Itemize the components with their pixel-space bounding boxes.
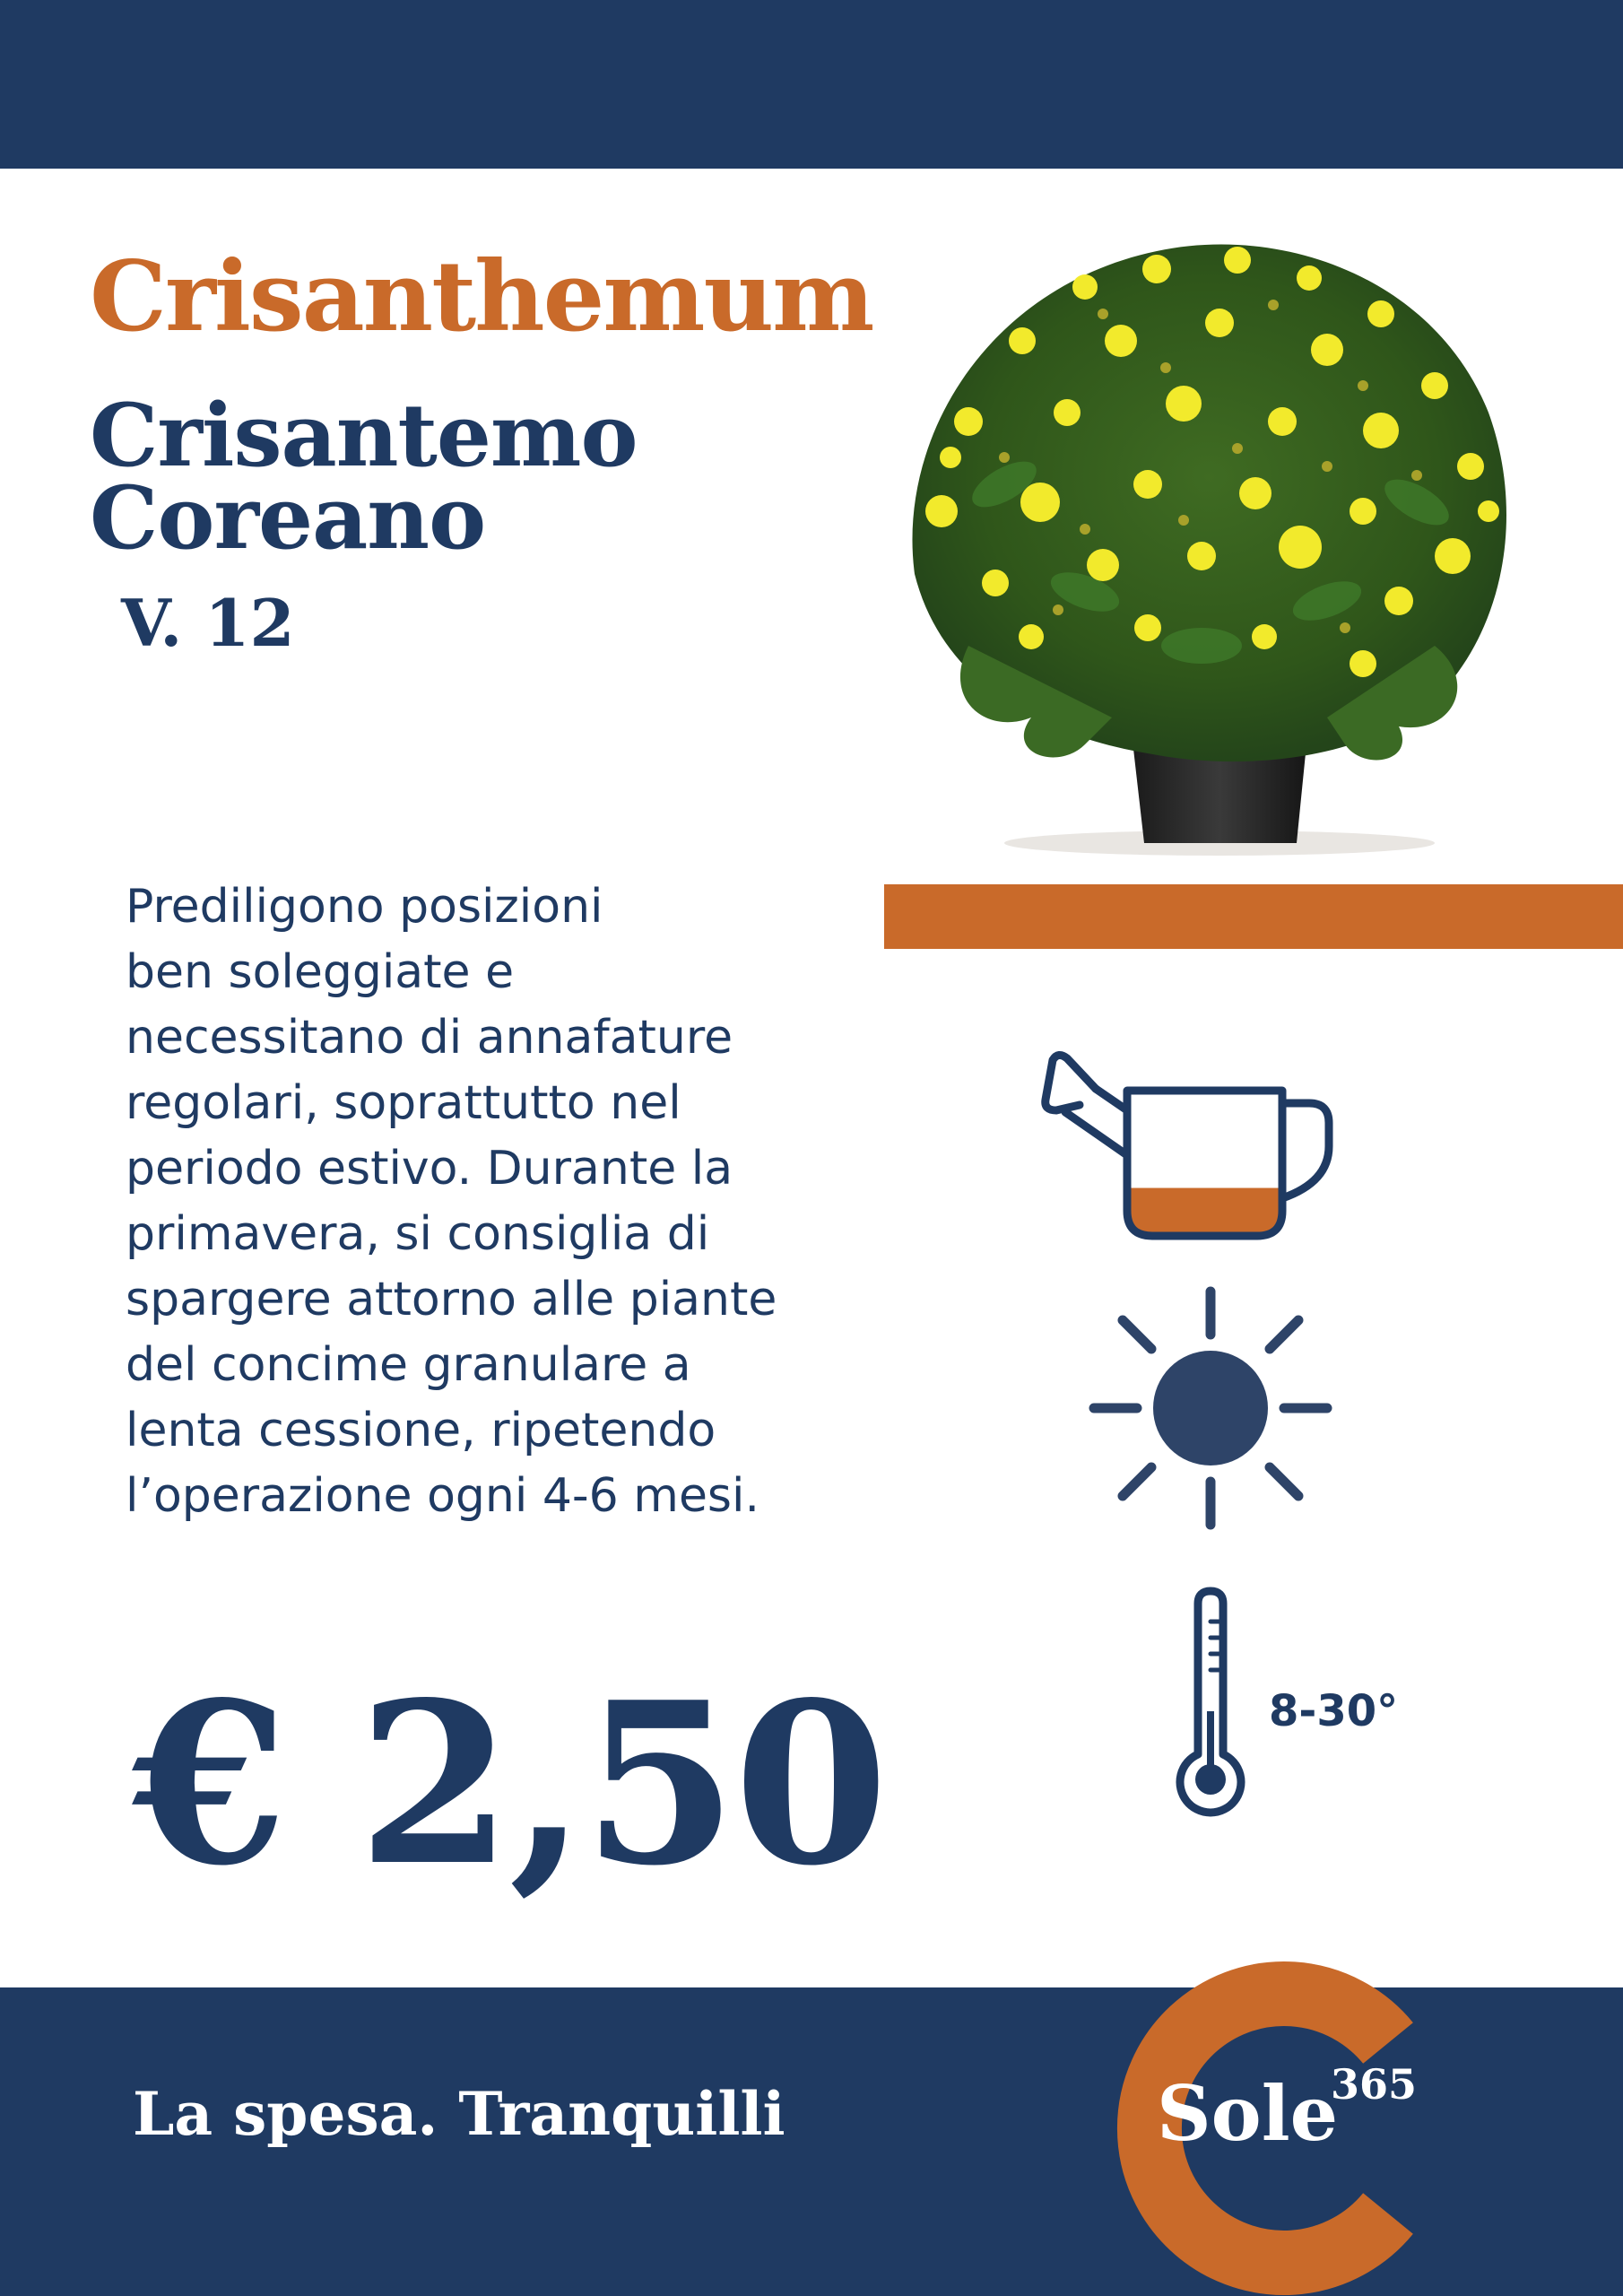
brand-superscript: 365 — [1331, 2060, 1418, 2109]
description-line: lenta cessione, ripetendo — [126, 1404, 716, 1457]
accent-divider — [884, 884, 1623, 949]
care-description — [126, 874, 825, 1529]
sun-icon — [1085, 1283, 1336, 1534]
variant-label: V. 12 — [121, 585, 295, 661]
slogan: La spesa. Tranquilli — [133, 2079, 785, 2149]
description-line: necessitano di annafature — [126, 1011, 733, 1065]
description-line: periodo estivo. Durante la — [126, 1142, 733, 1196]
temperature-range: 8-30° — [1269, 1686, 1399, 1736]
description-line: regolari, soprattutto nel — [126, 1076, 681, 1130]
common-name — [90, 385, 638, 569]
description-line: del concime granulare a — [126, 1338, 691, 1392]
water-level-fill — [1127, 1188, 1282, 1236]
description-line: primavera, si consiglia di — [126, 1207, 710, 1261]
description-line: ben soleggiate e — [126, 945, 515, 999]
thermometer-icon — [1175, 1586, 1246, 1819]
brand-logo — [1076, 1944, 1453, 2296]
description-line: l’operazione ogni 4-6 mesi. — [126, 1469, 760, 1523]
common-name-line: Crisantemo — [90, 385, 638, 486]
watering-can-icon — [1040, 1048, 1345, 1249]
common-name-line: Coreano — [90, 467, 486, 569]
brand-name: Sole — [1157, 2069, 1339, 2158]
top-banner — [0, 0, 1623, 169]
description-line: Prediligono posizioni — [126, 880, 603, 934]
description-line: spargere attorno alle piante — [126, 1273, 777, 1326]
latin-name: Crisanthemum — [90, 240, 873, 353]
plant-photo — [861, 215, 1542, 879]
price: € 2,50 — [133, 1654, 885, 1915]
